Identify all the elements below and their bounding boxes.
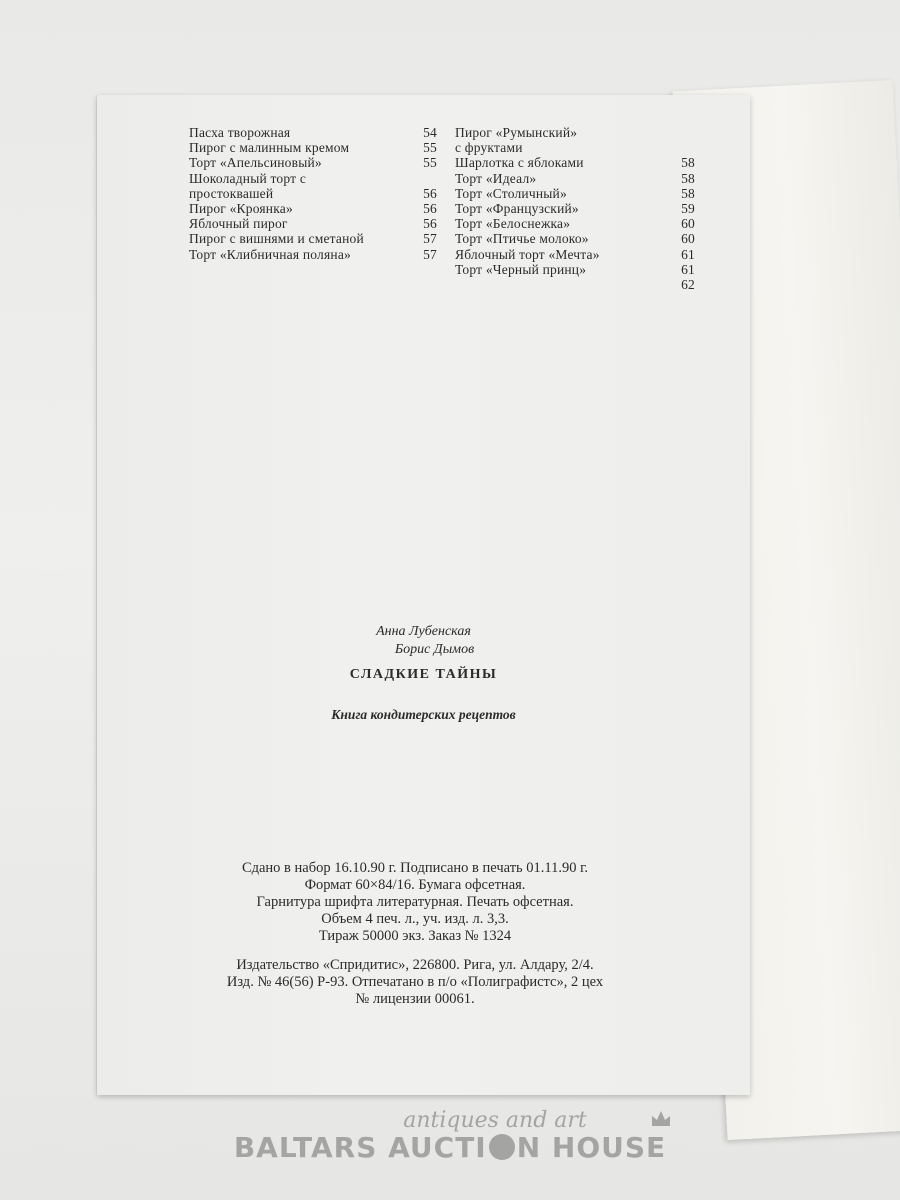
toc-entry <box>455 262 695 277</box>
toc-entry <box>455 140 695 155</box>
toc-title: Шарлотка с яблоками <box>455 155 584 171</box>
toc-title: простоквашей <box>189 185 274 201</box>
toc-title: с фруктами <box>455 140 523 156</box>
toc-entry <box>455 155 695 170</box>
toc-page: 57 <box>423 246 437 262</box>
toc-page: 60 <box>681 216 695 232</box>
toc-page: 56 <box>423 185 437 201</box>
toc-page: 58 <box>681 155 695 171</box>
toc-title: Торт «Французский» <box>455 201 579 217</box>
toc-page: 55 <box>423 155 437 171</box>
imprint-line: Изд. № 46(56) Р-93. Отпечатано в п/о «Полиграфистс», 2 цех <box>226 974 604 990</box>
watermark-o-dot <box>489 1134 515 1160</box>
toc-entry <box>455 247 695 262</box>
toc-entry <box>189 231 437 246</box>
toc-left-column <box>189 125 437 262</box>
toc-page: 54 <box>423 125 437 140</box>
watermark-tagline: antiques and art <box>403 1108 587 1133</box>
toc-page: 61 <box>681 261 695 277</box>
toc-page: 59 <box>681 201 695 217</box>
toc-title: Торт «Птичье молоко» <box>455 231 589 247</box>
toc-page: 56 <box>423 216 437 232</box>
toc-entry <box>455 171 695 186</box>
toc-title: Торт «Идеал» <box>455 170 537 186</box>
toc-title: Торт «Столичный» <box>455 185 567 201</box>
toc-page: 58 <box>681 185 695 201</box>
toc-page: 56 <box>423 201 437 217</box>
toc-page: 55 <box>423 140 437 156</box>
toc-entry <box>455 277 695 292</box>
toc-title: Пирог с малинным кремом <box>189 140 350 156</box>
watermark-brand <box>0 1131 900 1164</box>
toc-title: Торт «Черный принц» <box>455 261 587 277</box>
watermark-brand-left: BALTARS AUCTI <box>233 1131 487 1164</box>
toc-title: Пирог с вишнями и сметаной <box>189 231 364 247</box>
toc-entry <box>189 140 437 155</box>
toc-title: Пирог «Кроянка» <box>189 201 293 217</box>
toc-title: Торт «Апельсиновый» <box>189 155 322 171</box>
auction-watermark <box>0 1108 900 1164</box>
authors <box>97 623 750 659</box>
imprint-line: Объем 4 печ. л., уч. изд. л. 3,3. <box>321 911 509 927</box>
toc-entry <box>455 231 695 246</box>
book-title: СЛАДКИЕ ТАЙНЫ <box>349 667 498 682</box>
toc-entry <box>189 216 437 231</box>
author-name: Борис Дымов <box>394 642 475 657</box>
toc-title: Торт «Клибничная поляна» <box>189 246 351 262</box>
toc-title: Торт «Белоснежка» <box>455 216 571 232</box>
toc-entry <box>189 247 437 262</box>
imprint-line: Сдано в набор 16.10.90 г. Подписано в печать 01.11.90 г. <box>241 860 589 876</box>
author-name: Анна Лубенская <box>376 624 471 639</box>
toc-entry <box>189 201 437 216</box>
book-page <box>97 95 750 1095</box>
toc-page: 61 <box>681 246 695 262</box>
toc-page: 62 <box>681 277 695 293</box>
toc-right-column <box>455 125 695 292</box>
toc-entry <box>455 216 695 231</box>
toc-entry <box>189 186 437 201</box>
toc-title: Яблочный торт «Мечта» <box>455 246 600 262</box>
toc-title: Пирог «Румынский» <box>455 125 578 140</box>
imprint-line: № лицензии 00061. <box>355 991 475 1007</box>
crown-icon <box>650 1108 672 1128</box>
toc-title: Яблочный пирог <box>189 216 288 232</box>
toc-entry <box>455 125 695 140</box>
book-subtitle: Книга кондитерских рецептов <box>331 707 516 722</box>
imprint-line: Издательство «Спридитис», 226800. Рига, ул. Алдару, 2/4. <box>236 957 594 973</box>
imprint-block <box>185 860 645 1008</box>
toc-title: Пасха творожная <box>189 125 291 140</box>
toc-entry <box>189 125 437 140</box>
imprint-line: Гарнитура шрифта литературная. Печать офсетная. <box>256 894 574 910</box>
toc-entry <box>189 171 437 186</box>
toc-entry <box>455 186 695 201</box>
watermark-brand-right: N HOUSE <box>516 1131 667 1164</box>
toc-page: 60 <box>681 231 695 247</box>
imprint-line: Тираж 50000 экз. Заказ № 1324 <box>318 928 512 944</box>
toc-entry <box>189 155 437 170</box>
toc-title: Шоколадный торт с <box>189 170 307 186</box>
toc-entry <box>455 201 695 216</box>
toc-page: 57 <box>423 231 437 247</box>
spacer <box>185 945 645 957</box>
imprint-line: Формат 60×84/16. Бумага офсетная. <box>304 877 526 893</box>
toc-page: 58 <box>681 170 695 186</box>
